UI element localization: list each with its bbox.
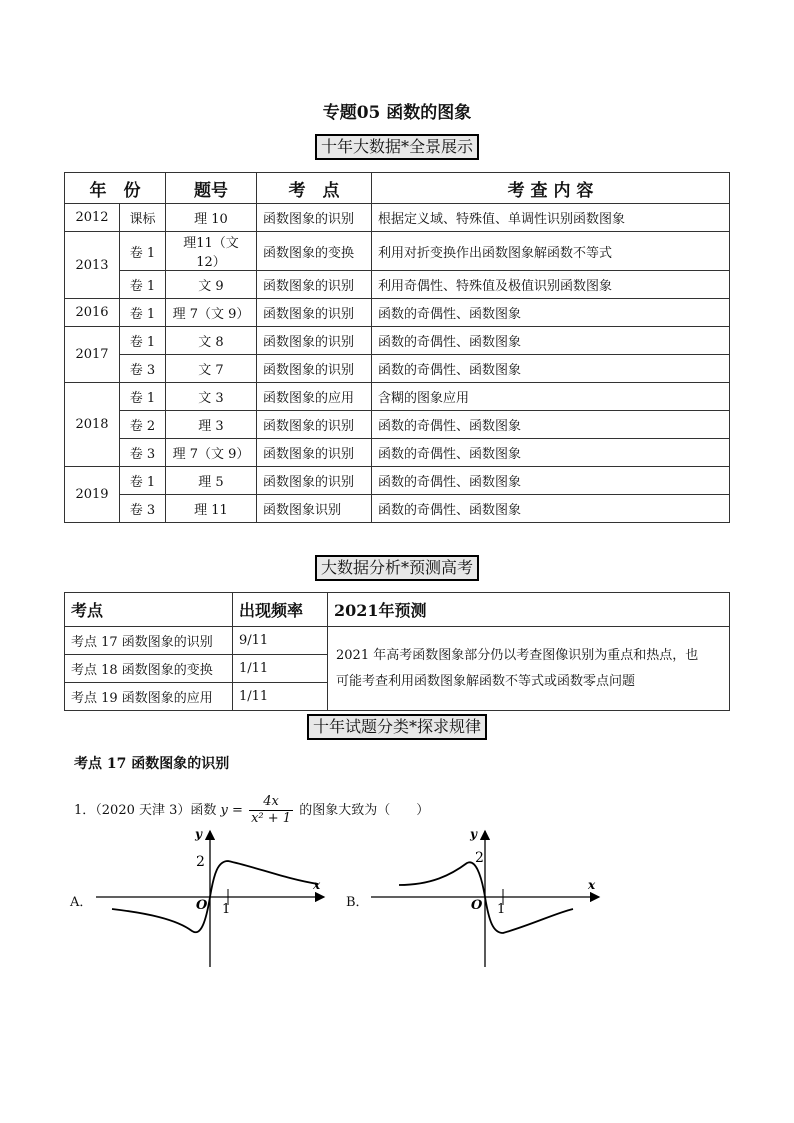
y-axis-label: y (195, 827, 202, 841)
origin-label: O (471, 898, 483, 913)
option-b-graph (371, 825, 606, 970)
point-cell: 函数图象的识别 (257, 299, 372, 327)
table-row (65, 232, 730, 271)
volume-cell: 卷 2 (120, 411, 166, 439)
table-row (65, 204, 730, 232)
point-cell: 考点 19 函数图象的应用 (65, 683, 233, 711)
point-cell: 函数图象的识别 (257, 327, 372, 355)
point-cell: 函数图象的应用 (257, 383, 372, 411)
point-cell: 函数图象的识别 (257, 271, 372, 299)
number-cell: 文 3 (166, 383, 257, 411)
table-row (65, 383, 730, 411)
volume-cell: 卷 1 (120, 383, 166, 411)
option-b-label: B． (346, 895, 369, 910)
prediction-table (64, 592, 730, 711)
number-cell: 理 5 (166, 467, 257, 495)
x-axis-label: x (313, 878, 321, 892)
number-cell: 理 7（文 9） (166, 299, 257, 327)
prediction-line-1: 2021 年高考函数图象部分仍以考查图像识别为重点和热点，也 (336, 647, 699, 663)
year-cell: 2018 (65, 383, 120, 467)
header-frequency: 出现频率 (233, 593, 328, 627)
year-cell: 2017 (65, 327, 120, 383)
content-cell: 利用对折变换作出函数图象解函数不等式 (372, 232, 730, 271)
volume-cell: 卷 1 (120, 467, 166, 495)
header-prediction: 2021年预测 (328, 593, 730, 627)
banner-analysis: 大数据分析*预测高考 (315, 555, 479, 581)
volume-cell: 卷 1 (120, 271, 166, 299)
year-cell: 2012 (65, 204, 120, 232)
table-header-row (65, 593, 730, 627)
volume-cell: 卷 1 (120, 232, 166, 271)
content-cell: 函数的奇偶性、函数图象 (372, 467, 730, 495)
table-header-row (65, 173, 730, 204)
point-cell: 函数图象的识别 (257, 355, 372, 383)
year-cell: 2016 (65, 299, 120, 327)
header-year: 年 份 (65, 173, 166, 204)
question-prefix: 1．（2020 天津 3）函数 (74, 803, 217, 818)
fraction (249, 794, 293, 827)
frequency-cell: 1/11 (233, 655, 328, 683)
table-row (65, 271, 730, 299)
number-cell: 文 9 (166, 271, 257, 299)
volume-cell: 卷 3 (120, 439, 166, 467)
option-a-graph (96, 825, 331, 970)
question-y: y = (220, 803, 243, 818)
point-cell: 考点 18 函数图象的变换 (65, 655, 233, 683)
prediction-line-2: 可能考查利用函数图象解函数不等式或函数零点问题 (336, 673, 636, 689)
frequency-cell: 1/11 (233, 683, 328, 711)
section-title: 考点 17 函数图象的识别 (74, 756, 230, 772)
year-cell: 2019 (65, 467, 120, 523)
frequency-cell: 9/11 (233, 627, 328, 655)
point-cell: 函数图象的识别 (257, 411, 372, 439)
fraction-denominator: x² + 1 (251, 811, 292, 826)
y-tick-label: 2 (196, 854, 205, 870)
banner-classification: 十年试题分类*探求规律 (307, 714, 487, 740)
number-cell: 文 8 (166, 327, 257, 355)
content-cell: 函数的奇偶性、函数图象 (372, 299, 730, 327)
table-row (65, 355, 730, 383)
number-cell: 理 7（文 9） (166, 439, 257, 467)
table-row (65, 627, 730, 655)
content-cell: 函数的奇偶性、函数图象 (372, 355, 730, 383)
volume-cell: 卷 1 (120, 299, 166, 327)
content-cell: 函数的奇偶性、函数图象 (372, 439, 730, 467)
volume-cell: 卷 3 (120, 495, 166, 523)
origin-label: O (196, 898, 208, 913)
content-cell: 函数的奇偶性、函数图象 (372, 327, 730, 355)
volume-cell: 卷 1 (120, 327, 166, 355)
content-cell: 函数的奇偶性、函数图象 (372, 495, 730, 523)
content-cell: 含糊的图象应用 (372, 383, 730, 411)
content-cell: 利用奇偶性、特殊值及极值识别函数图象 (372, 271, 730, 299)
x-tick-label: 1 (497, 902, 506, 917)
number-cell: 理 3 (166, 411, 257, 439)
curve-b (399, 862, 573, 933)
year-cell: 2013 (65, 232, 120, 299)
x-axis-label: x (588, 878, 596, 892)
table-row (65, 327, 730, 355)
y-axis-label: y (470, 827, 477, 841)
option-a-label: A． (70, 895, 93, 910)
banner-overview: 十年大数据*全景展示 (315, 134, 479, 160)
header-point: 考点 (65, 593, 233, 627)
point-cell: 考点 17 函数图象的识别 (65, 627, 233, 655)
table-row (65, 467, 730, 495)
volume-cell: 卷 3 (120, 355, 166, 383)
volume-cell: 课标 (120, 204, 166, 232)
question-suffix: 的图象大致为（ ） (299, 803, 430, 818)
header-number: 题号 (166, 173, 257, 204)
table-row (65, 495, 730, 523)
y-tick-label: 2 (475, 850, 484, 866)
page-title: 专题05 函数的图象 (322, 103, 472, 123)
table-row (65, 299, 730, 327)
point-cell: 函数图象的识别 (257, 467, 372, 495)
x-tick-label: 1 (222, 902, 231, 917)
table-row (65, 439, 730, 467)
point-cell: 函数图象的变换 (257, 232, 372, 271)
question-text (74, 794, 429, 827)
fraction-numerator: 4x (249, 794, 293, 811)
prediction-cell (328, 627, 730, 711)
number-cell: 理 11 (166, 495, 257, 523)
content-cell: 函数的奇偶性、函数图象 (372, 411, 730, 439)
table-row (65, 411, 730, 439)
point-cell: 函数图象的识别 (257, 439, 372, 467)
point-cell: 函数图象的识别 (257, 204, 372, 232)
ten-year-table (64, 172, 730, 523)
header-content: 考 查 内 容 (372, 173, 730, 204)
content-cell: 根据定义域、特殊值、单调性识别函数图象 (372, 204, 730, 232)
header-point: 考 点 (257, 173, 372, 204)
point-cell: 函数图象识别 (257, 495, 372, 523)
number-cell: 理11（文12） (166, 232, 257, 271)
number-cell: 文 7 (166, 355, 257, 383)
number-cell: 理 10 (166, 204, 257, 232)
